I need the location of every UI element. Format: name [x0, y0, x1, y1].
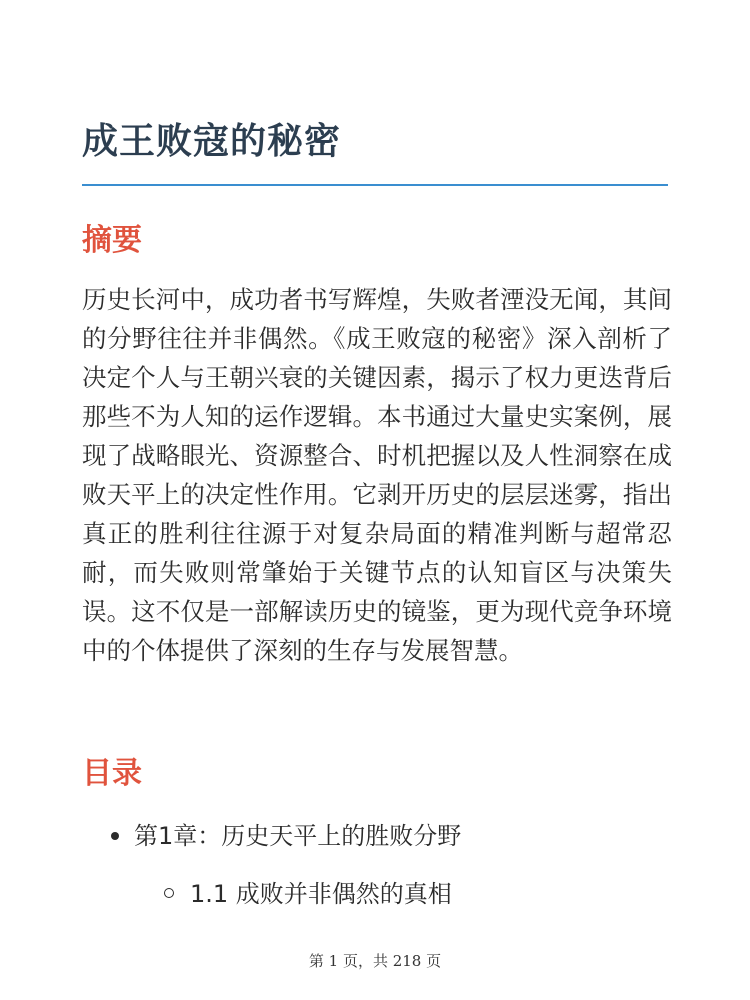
toc-chapter-item	[0, 818, 750, 854]
abstract-paragraph: 历史长河中，成功者书写辉煌，失败者湮没无闻，其间的分野往往并非偶然。《成王败寇的秘密》深入剖析了决定个人与王朝兴衰的关键因素，揭示了权力更迭背后那些不为人知的运作逻辑。本书通过大量史实案例，展现了战略眼光、资源整合、时机把握以及人性洞察在成败天平上的决定性作用。它剥开历史的层层迷雾，指出真正的胜利往往源于对复杂局面的精准判断与超常忍耐，而失败则常肇始于关键节点的认知盲区与决策失误。这不仅是一部解读历史的镜鉴，更为现代竞争环境中的个体提供了深刻的生存与发展智慧。	[82, 285, 672, 665]
page-number-footer: 第 1 页，共 218 页	[308, 952, 442, 970]
toc-section-label: 1.1 成败并非偶然的真相	[190, 880, 452, 908]
toc-chapter-label: 第1章：历史天平上的胜败分野	[134, 822, 462, 850]
book-title: 成王败寇的秘密	[82, 121, 342, 162]
title-divider	[82, 184, 668, 186]
disc-bullet-icon	[111, 832, 119, 840]
toc-list	[0, 818, 750, 912]
toc-section-item	[0, 876, 750, 912]
toc-heading: 目录	[82, 756, 142, 791]
abstract-heading: 摘要	[82, 223, 142, 258]
circle-bullet-icon	[164, 888, 174, 898]
